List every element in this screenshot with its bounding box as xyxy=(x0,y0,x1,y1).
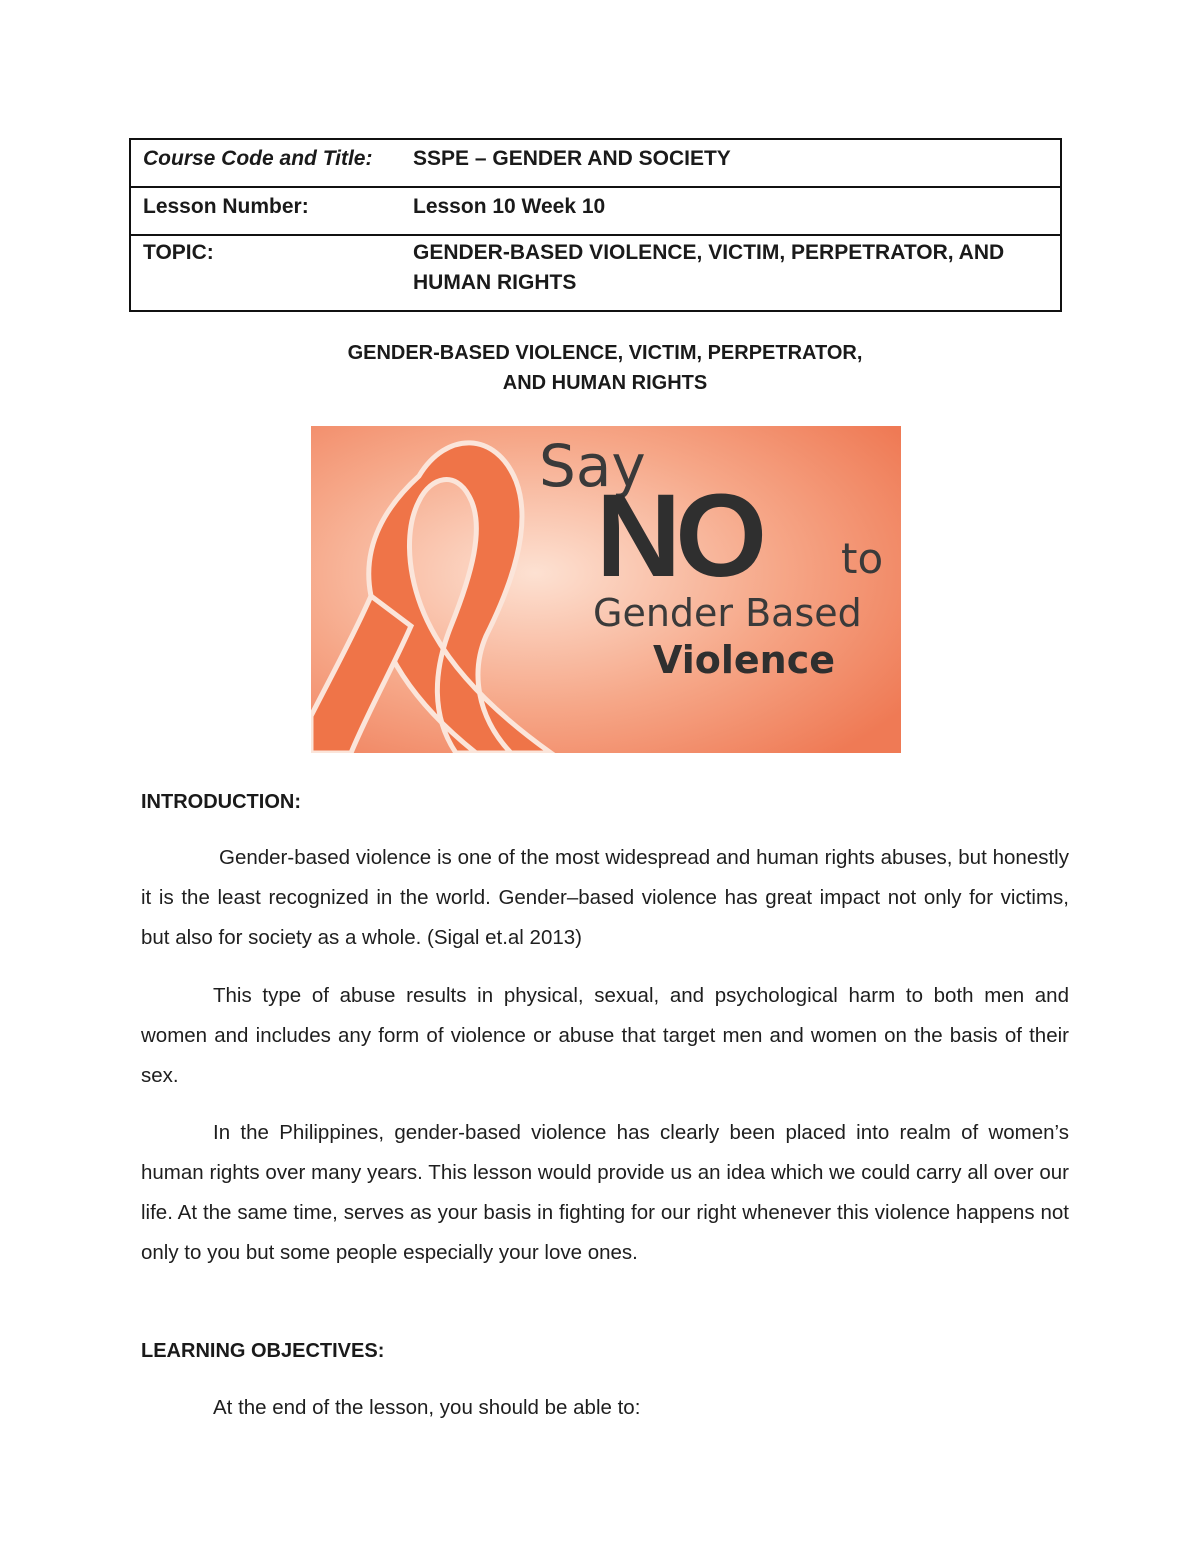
lesson-info-table xyxy=(129,138,1062,312)
banner-to-text: to xyxy=(841,534,884,583)
banner-gender-based-text: Gender Based xyxy=(593,591,862,635)
learning-objectives-heading: LEARNING OBJECTIVES: xyxy=(141,1340,385,1362)
lesson-label: Lesson Number: xyxy=(143,195,309,218)
intro-paragraph-1: Gender-based violence is one of the most widespread and human rights abuses, but honestly it is the least recognized in the world. Gender–based violence has great impact not only for victims, but also for society as a whole. (Sigal et.al 2013) xyxy=(141,846,1069,949)
lesson-row xyxy=(131,188,1060,236)
introduction-heading: INTRODUCTION: xyxy=(141,791,301,813)
banner-no-text: NO xyxy=(596,470,761,602)
intro-paragraph-3: In the Philippines, gender-based violence has clearly been placed into realm of women’s human rights over many years. This lesson would provide us an idea which we could carry all over our life. At the same time, serves as your basis in fighting for our right whenever this violence happens not only to you but some people especially your love ones. xyxy=(141,1121,1069,1264)
course-label: Course Code and Title: xyxy=(143,147,373,170)
page-title xyxy=(0,338,1200,398)
topic-label: TOPIC: xyxy=(143,241,214,264)
say-no-banner-image xyxy=(311,426,901,753)
page-title-line-1: GENDER-BASED VIOLENCE, VICTIM, PERPETRATOR, xyxy=(347,342,863,364)
topic-row xyxy=(131,236,1060,310)
course-value: SSPE – GENDER AND SOCIETY xyxy=(413,147,731,170)
banner-violence-text: Violence xyxy=(653,638,836,682)
objectives-intro: At the end of the lesson, you should be able to: xyxy=(213,1396,641,1419)
banner-graphic xyxy=(311,426,901,753)
banner-say-text: Say xyxy=(539,432,646,500)
lesson-value: Lesson 10 Week 10 xyxy=(413,195,606,218)
page-title-line-2: AND HUMAN RIGHTS xyxy=(502,372,708,394)
topic-value: GENDER-BASED VIOLENCE, VICTIM, PERPETRATOR, AND HUMAN RIGHTS xyxy=(413,241,1005,294)
course-row xyxy=(131,140,1060,188)
intro-paragraph-2: This type of abuse results in physical, sexual, and psychological harm to both men and women and includes any form of violence or abuse that target men and women on the basis of their sex. xyxy=(141,984,1069,1087)
